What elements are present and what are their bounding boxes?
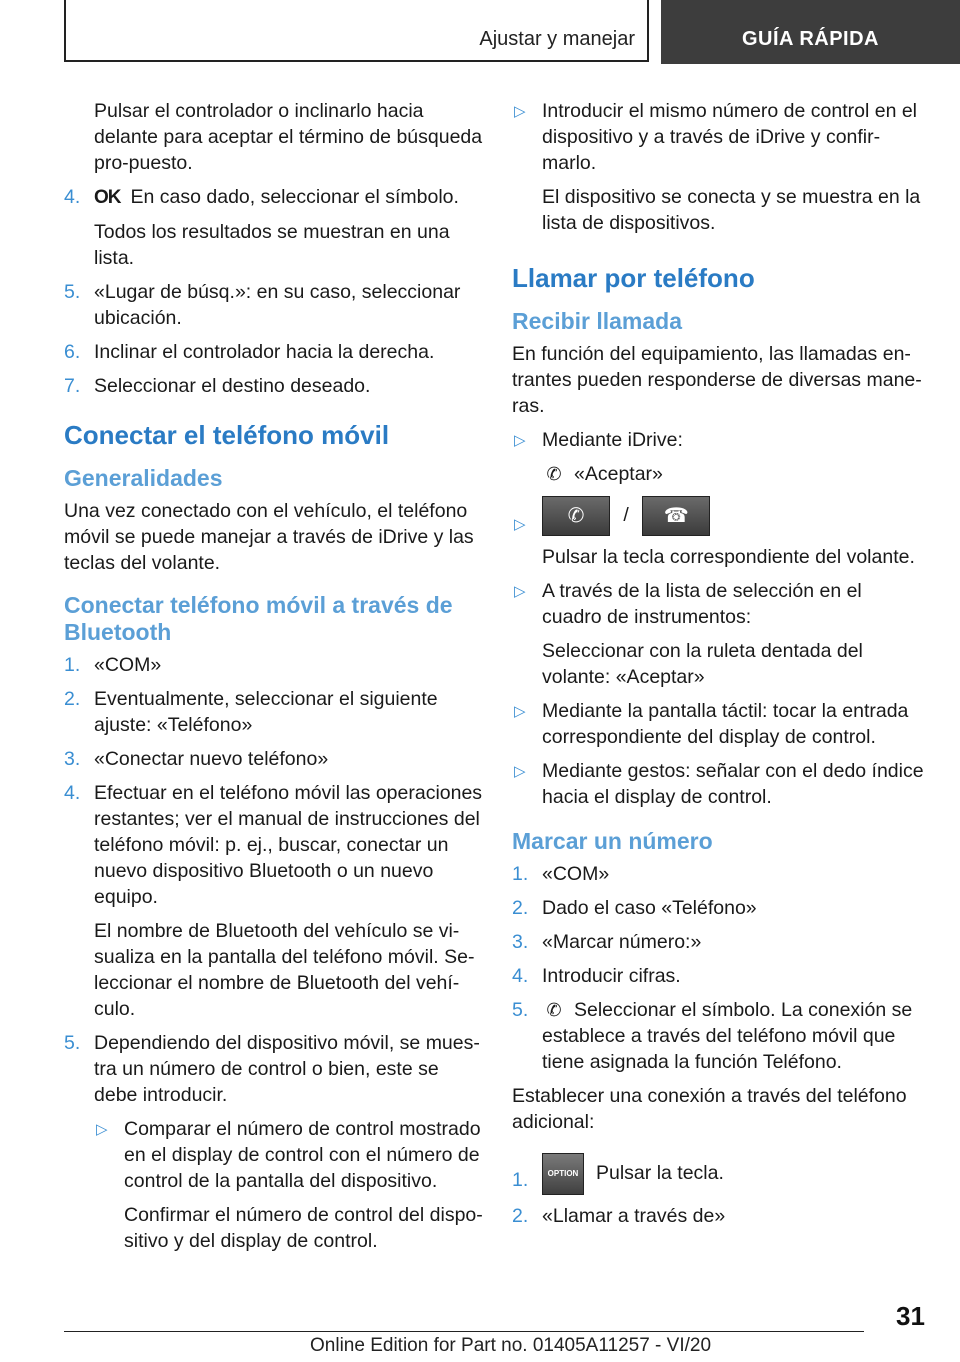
list-item	[64, 746, 484, 772]
section-heading: Conectar el teléfono móvil	[64, 420, 390, 450]
list-item	[512, 861, 924, 887]
bullet-note: Seleccionar con la ruleta dentada del volante: «Aceptar»	[542, 639, 863, 688]
bullet-text: Comparar el número de control mostrado en el display de control con el número de control de la pantalla del dispositivo.	[124, 1118, 481, 1192]
subsection-heading: Recibir llamada	[512, 308, 683, 334]
bullet-item	[512, 698, 924, 750]
triangle-bullet-icon: ▷	[514, 516, 526, 533]
subsection-heading: Conectar teléfono móvil a través de Bluetooth	[64, 592, 453, 645]
triangle-bullet-icon: ▷	[96, 1121, 108, 1138]
bullet-item	[512, 427, 924, 453]
bullet-item	[512, 495, 924, 536]
list-item	[512, 963, 924, 989]
step-text: En caso dado, seleccionar el símbolo.	[130, 186, 459, 208]
bullet-text: A través de la lista de selección en el cuadro de instrumentos:	[542, 579, 862, 628]
triangle-bullet-icon: ▷	[514, 432, 526, 449]
step-text: Introducir cifras.	[542, 964, 681, 987]
step-text: Efectuar en el teléfono móvil las operaciones restantes; ver el manual de instrucciones del teléfono móvil: p. ej., buscar, conectar un nuevo dispositivo Bluetooth o un nuevo equipo.	[94, 782, 483, 908]
list-item	[64, 184, 484, 211]
step-number: 4.	[64, 186, 81, 208]
paragraph: En función del equipamiento, las llamadas en-trantes pueden responderse de diversas mane-ras.	[512, 343, 922, 417]
list-item	[512, 929, 924, 955]
bullet-item	[512, 98, 924, 176]
step-text: Dado el caso «Teléfono»	[542, 896, 757, 919]
list-item	[64, 339, 484, 365]
step-text: «COM»	[94, 654, 162, 676]
phone-icon: ✆	[546, 999, 562, 1020]
header-tag-label: GUÍA RÁPIDA	[742, 28, 879, 50]
bullet-text: Mediante gestos: señalar con el dedo índice hacia el display de control.	[542, 759, 924, 808]
step-text: Seleccionar el destino deseado.	[94, 375, 371, 397]
option-button-icon: OPTION	[542, 1153, 584, 1195]
section-heading: Llamar por teléfono	[512, 263, 755, 293]
right-column	[512, 98, 924, 1237]
bullet-item	[94, 1116, 484, 1194]
step-text: «Marcar número:»	[542, 930, 702, 953]
step-number: 2.	[64, 688, 81, 710]
step-text: «Llamar a través de»	[542, 1204, 726, 1227]
step-note: Todos los resultados se muestran en una lista.	[94, 221, 450, 269]
step-note: El nombre de Bluetooth del vehículo se vi-sualiza en la pantalla del teléfono móvil. Se-leccionar el nombre de Bluetooth del vehí-culo.	[94, 920, 475, 1020]
step-text: Seleccionar el símbolo. La conexión se establece a través del teléfono móvil que tiene asignada la función Teléfono.	[542, 998, 913, 1073]
phone-icon: ✆	[546, 464, 562, 484]
paragraph: Establecer una conexión a través del teléfono adicional:	[512, 1084, 907, 1133]
page-number: 31	[896, 1301, 925, 1331]
list-item	[512, 1203, 924, 1229]
step-number: 1.	[512, 862, 529, 885]
list-item	[64, 652, 484, 678]
footer-divider	[64, 1331, 864, 1332]
list-item	[64, 686, 484, 738]
step-number: 7.	[64, 375, 81, 397]
bullet-text: Introducir el mismo número de control en el dispositivo y a través de iDrive y confir-marlo.	[542, 100, 918, 174]
bullet-note: Confirmar el número de control del dispo-sitivo y del display de control.	[124, 1204, 483, 1252]
bullet-item	[512, 758, 924, 810]
step-number: 5.	[512, 998, 529, 1021]
step-text: Inclinar el controlador hacia la derecha.	[94, 341, 435, 363]
step-number: 2.	[512, 1204, 529, 1227]
bullet-text: Mediante la pantalla táctil: tocar la entrada correspondiente del display de control.	[542, 699, 909, 748]
list-item	[64, 1030, 484, 1108]
phone-hangup-button-icon: ☎	[642, 496, 710, 536]
step-text: Eventualmente, seleccionar el siguiente ajuste: «Teléfono»	[94, 688, 438, 736]
paragraph: El dispositivo se conecta y se muestra en la lista de dispositivos.	[542, 186, 921, 234]
step-number: 1.	[512, 1168, 529, 1191]
footer-edition: Online Edition for Part no. 01405A11257 - VI/20	[310, 1335, 712, 1356]
header-tag-box	[661, 0, 960, 64]
ok-icon: OK	[94, 187, 121, 208]
step-number: 5.	[64, 281, 81, 303]
bullet-text: /	[623, 504, 629, 526]
subsection-heading: Generalidades	[64, 465, 223, 491]
step-text: «Lugar de búsq.»: en su caso, seleccionar ubicación.	[94, 281, 461, 329]
paragraph: Una vez conectado con el vehículo, el teléfono móvil se puede manejar a través de iDrive y las teclas del volante.	[64, 500, 474, 574]
step-number: 1.	[64, 654, 81, 676]
list-item	[512, 1153, 924, 1195]
phone-accept-button-icon: ✆	[542, 496, 610, 536]
header-section-box	[64, 0, 649, 62]
step-text: Dependiendo del dispositivo móvil, se mues-tra un número de control o bien, este se debe introducir.	[94, 1032, 480, 1106]
step-text: «Conectar nuevo teléfono»	[94, 748, 329, 770]
list-item	[64, 780, 484, 910]
step-number: 5.	[64, 1032, 81, 1054]
intro-paragraph: Pulsar el controlador o inclinarlo hacia delante para aceptar el término de búsqueda pro-puesto.	[94, 100, 483, 174]
step-number: 6.	[64, 341, 81, 363]
header-section-title: Ajustar y manejar	[479, 28, 635, 50]
step-number: 4.	[512, 964, 529, 987]
bullet-text: Mediante iDrive:	[542, 429, 683, 451]
list-item	[512, 895, 924, 921]
step-text: «COM»	[542, 862, 610, 885]
step-text: Pulsar la tecla.	[596, 1162, 724, 1184]
list-item	[512, 997, 924, 1075]
bullet-note: Pulsar la tecla correspondiente del volante.	[542, 545, 915, 568]
list-item	[64, 279, 484, 331]
step-number: 2.	[512, 896, 529, 919]
step-number: 3.	[512, 930, 529, 953]
triangle-bullet-icon: ▷	[514, 582, 526, 600]
subsection-heading: Marcar un número	[512, 827, 713, 854]
list-item	[64, 373, 484, 399]
left-column	[64, 98, 484, 1262]
triangle-bullet-icon: ▷	[514, 702, 526, 720]
bullet-note: ✆ «Aceptar»	[512, 461, 924, 487]
step-number: 3.	[64, 748, 81, 770]
bullet-item	[512, 578, 924, 630]
triangle-bullet-icon: ▷	[514, 762, 526, 780]
step-number: 4.	[64, 782, 81, 804]
triangle-bullet-icon: ▷	[514, 103, 526, 120]
